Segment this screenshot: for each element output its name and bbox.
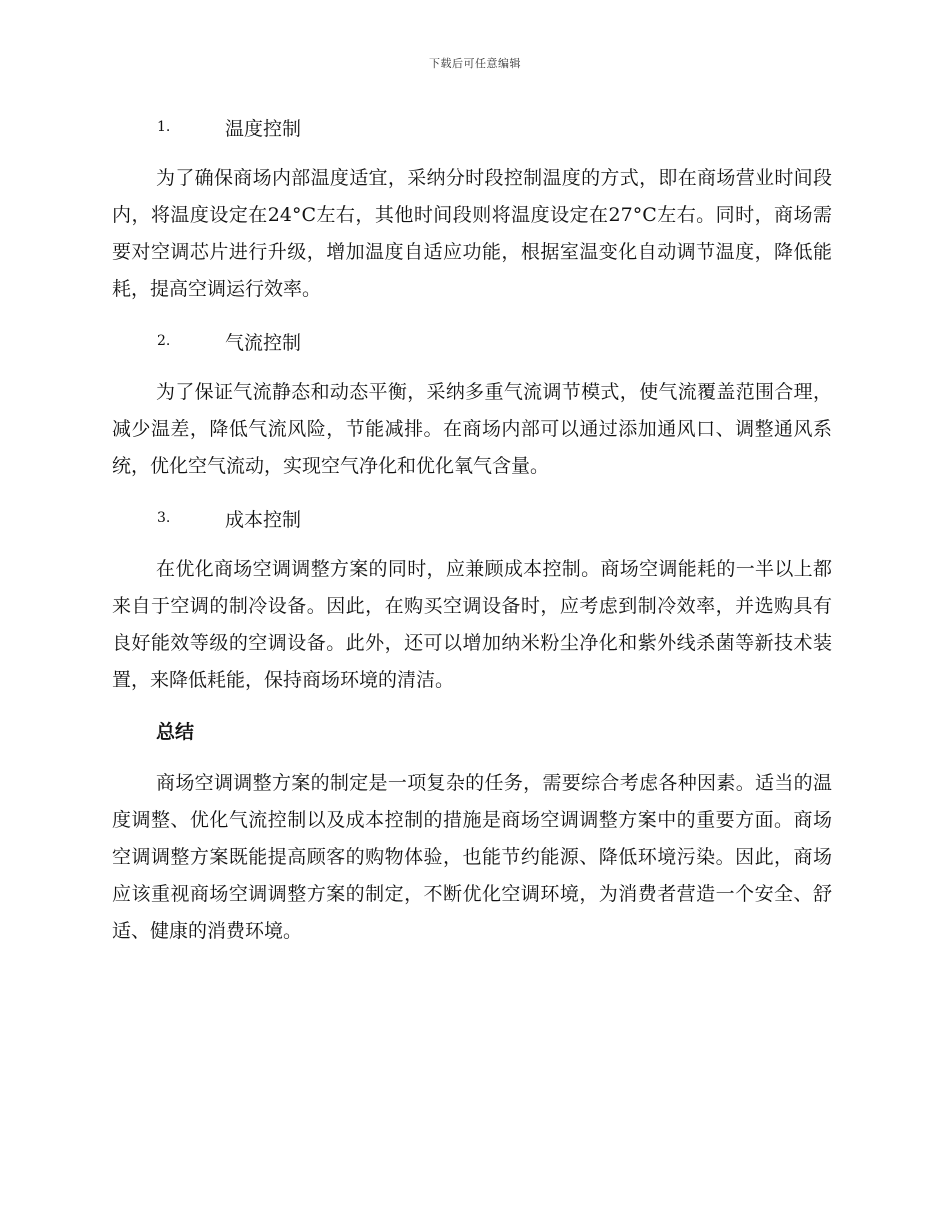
section-title: 温度控制 — [225, 117, 302, 140]
section-heading-airflow — [112, 322, 832, 360]
section-number: 3. — [157, 510, 171, 526]
header-note: 下载后可任意编辑 — [429, 57, 521, 70]
section-paragraph-temperature: 为了确保商场内部温度适宜，采纳分时段控制温度的方式，即在商场营业时间段内，将温度设定在24°C左右，其他时间段则将温度设定在27°C左右。同时，商场需要对空调芯片进行升级，增加温度自适应功能，根据室温变化自动调节温度，降低能耗，提高空调运行效率。 — [112, 167, 832, 300]
section-paragraph-airflow: 为了保证气流静态和动态平衡，采纳多重气流调节模式，使气流覆盖范围合理，减少温差，降低气流风险，节能减排。在商场内部可以通过添加通风口、调整通风系统，优化空气流动，实现空气净化和优化氧气含量。 — [112, 381, 832, 477]
section-title: 气流控制 — [225, 331, 302, 354]
section-number: 1. — [157, 119, 171, 135]
summary-heading: 总结 — [156, 721, 195, 743]
summary-paragraph: 商场空调调整方案的制定是一项复杂的任务，需要综合考虑各种因素。适当的温度调整、优化气流控制以及成本控制的措施是商场空调调整方案中的重要方面。商场空调调整方案既能提高顾客的购物体验，也能节约能源、降低环境污染。因此，商场应该重视商场空调调整方案的制定，不断优化空调环境，为消费者营造一个安全、舒适、健康的消费环境。 — [112, 772, 832, 942]
section-title: 成本控制 — [225, 508, 302, 531]
section-heading-cost — [112, 499, 832, 537]
section-number: 2. — [157, 333, 171, 349]
section-paragraph-cost: 在优化商场空调调整方案的同时，应兼顾成本控制。商场空调能耗的一半以上都来自于空调的制冷设备。因此，在购买空调设备时，应考虑到制冷效率，并选购具有良好能效等级的空调设备。此外，还可以增加纳米粉尘净化和紫外线杀菌等新技术装置，来降低耗能，保持商场环境的清洁。 — [112, 558, 832, 691]
section-heading-temperature — [112, 108, 832, 146]
document-content — [112, 108, 832, 964]
